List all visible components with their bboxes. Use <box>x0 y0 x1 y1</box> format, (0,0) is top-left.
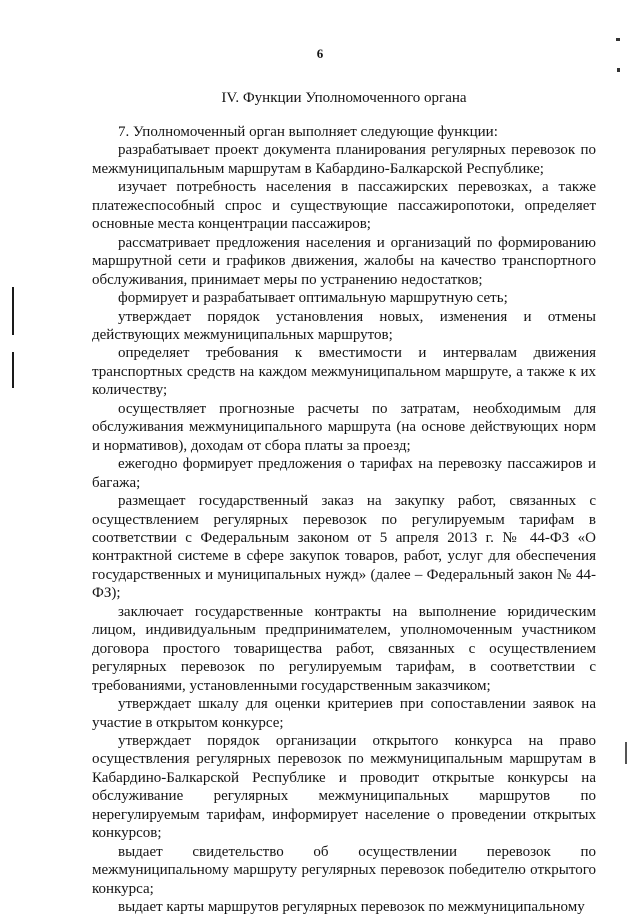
paragraph: формирует и разрабатывает оптимальную маршрутную сеть; <box>118 290 508 307</box>
document-body <box>92 123 596 916</box>
paragraph: заключает государственные контракты на выполнение юридическим лицом, индивидуальным предпринимателем, уполномоченным участником договора простого товарищества работ, связанных с осуществлением регулярных перевозок по регулируемым тарифам, в соответствии с требованиями, установленными государственным заказчиком; <box>92 603 596 694</box>
paragraph: выдает свидетельство об осуществлении перевозок по межмуниципальному маршруту регулярных перевозок победителю открытого конкурса; <box>92 843 596 897</box>
scan-artifact <box>617 68 620 72</box>
margin-revision-bar <box>12 352 14 388</box>
paragraph: размещает государственный заказ на закупку работ, связанных с осуществлением регулярных перевозок по регулируемым тарифам в соответствии с Федеральным законом от 5 апреля 2013 г. № 44-ФЗ «О контрактной системе в сфере закупок товаров, работ, услуг для обеспечения государственных и муниципальных нужд» (далее – Федеральный закон № 44-ФЗ); <box>92 493 596 602</box>
paragraph: определяет требования к вместимости и интервалам движения транспортных средств на каждом межмуниципальном маршруте, а также к их количеству; <box>92 345 596 399</box>
section-heading: IV. Функции Уполномоченного органа <box>221 90 467 106</box>
paragraph: ежегодно формирует предложения о тарифах на перевозку пассажиров и багажа; <box>92 456 596 491</box>
paragraph: утверждает порядок установления новых, изменения и отмены действующих межмуниципальных маршрутов; <box>92 308 596 343</box>
paragraph: выдает карты маршрутов регулярных перевозок по межмуниципальному <box>118 899 585 916</box>
paragraph: утверждает порядок организации открытого конкурса на право осуществления регулярных перевозок по межмуниципальным маршрутам в Кабардино-Балкарской Республике и проводит открытые конкурсы на обслуживание регулярных межмуниципальных маршрутов по нерегулируемым тарифам, информирует население о проведении открытых конкурсов; <box>92 732 596 842</box>
paragraph: 7. Уполномоченный орган выполняет следующие функции: <box>118 124 498 140</box>
page-number: 6 <box>316 46 324 61</box>
scan-artifact <box>616 38 620 41</box>
paragraph: изучает потребность населения в пассажирских перевозках, а также платежеспособный спрос и существующие пассажиропотоки, определяет основные места концентрации пассажиров; <box>92 179 596 233</box>
paragraph: разрабатывает проект документа планирования регулярных перевозок по межмуниципальным маршрутам в Кабардино-Балкарской Республике; <box>92 142 596 177</box>
paragraph: рассматривает предложения населения и организаций по формированию маршрутной сети и графиков движения, жалобы на качество транспортного обслуживания, принимает меры по устранению недостатков; <box>92 234 596 288</box>
scan-artifact <box>625 742 627 764</box>
margin-revision-bar <box>12 287 14 335</box>
paragraph: утверждает шкалу для оценки критериев при сопоставлении заявок на участие в открытом конкурсе; <box>92 696 596 731</box>
paragraph: осуществляет прогнозные расчеты по затратам, необходимым для обслуживания межмуниципального маршрута (на основе действующих норм и нормативов), доходам от сбора платы за проезд; <box>92 400 596 454</box>
